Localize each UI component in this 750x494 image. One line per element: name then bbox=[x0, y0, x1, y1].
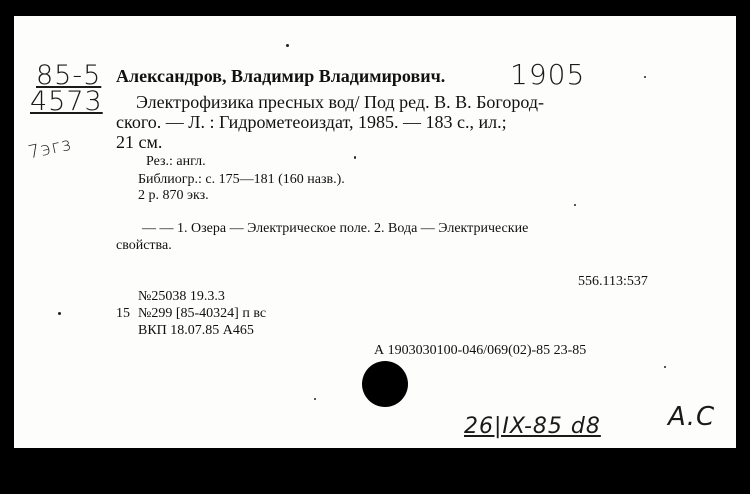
title-line-2: ского. — Л. : Гидрометеоиздат, 1985. — 183 с., ил.; bbox=[116, 112, 507, 132]
punch-hole bbox=[362, 361, 408, 407]
dust-speck bbox=[58, 312, 61, 315]
udc-code: 556.113:537 bbox=[578, 274, 648, 289]
catalog-card bbox=[14, 16, 736, 448]
handwritten-date-stamp: 26|IX-85 d8 bbox=[464, 414, 601, 439]
registry-number: 15 bbox=[116, 306, 130, 321]
code-line: А 1903030100-046/069(02)-85 23-85 bbox=[374, 343, 587, 358]
subjects-line-1: — — 1. Озера — Электрическое поле. 2. Вода — Электрические bbox=[142, 221, 529, 236]
dust-speck bbox=[354, 156, 356, 159]
bibliography-note: Библиогр.: с. 175—181 (160 назв.). bbox=[138, 172, 345, 187]
dust-speck bbox=[644, 76, 646, 78]
handwritten-shelf-bottom: 4573 bbox=[30, 86, 103, 117]
handwritten-side-mark: 7эгз bbox=[26, 133, 74, 164]
dust-speck bbox=[314, 398, 316, 400]
registry-line-3: ВКП 18.07.85 А465 bbox=[138, 323, 254, 338]
subjects-line-2: свойства. bbox=[116, 238, 172, 253]
summary-note: Рез.: англ. bbox=[146, 154, 206, 169]
title-line-3: 21 см. bbox=[116, 132, 163, 152]
registry-line-1: №25038 19.3.3 bbox=[138, 289, 225, 304]
price-note: 2 р. 870 экз. bbox=[138, 188, 209, 203]
title-line-1: Электрофизика пресных вод/ Под ред. В. В. Богород- bbox=[136, 92, 544, 112]
author-heading: Александров, Владимир Владимирович. bbox=[116, 66, 446, 86]
handwritten-shelf-top: 85-5 bbox=[36, 60, 102, 91]
dust-speck bbox=[286, 44, 289, 47]
registry-line-2: №299 [85-40324] п вс bbox=[138, 306, 267, 321]
handwritten-initials: А.С bbox=[668, 402, 716, 432]
dust-speck bbox=[574, 204, 576, 206]
dust-speck bbox=[664, 366, 666, 368]
handwritten-year: 1905 bbox=[510, 58, 586, 91]
